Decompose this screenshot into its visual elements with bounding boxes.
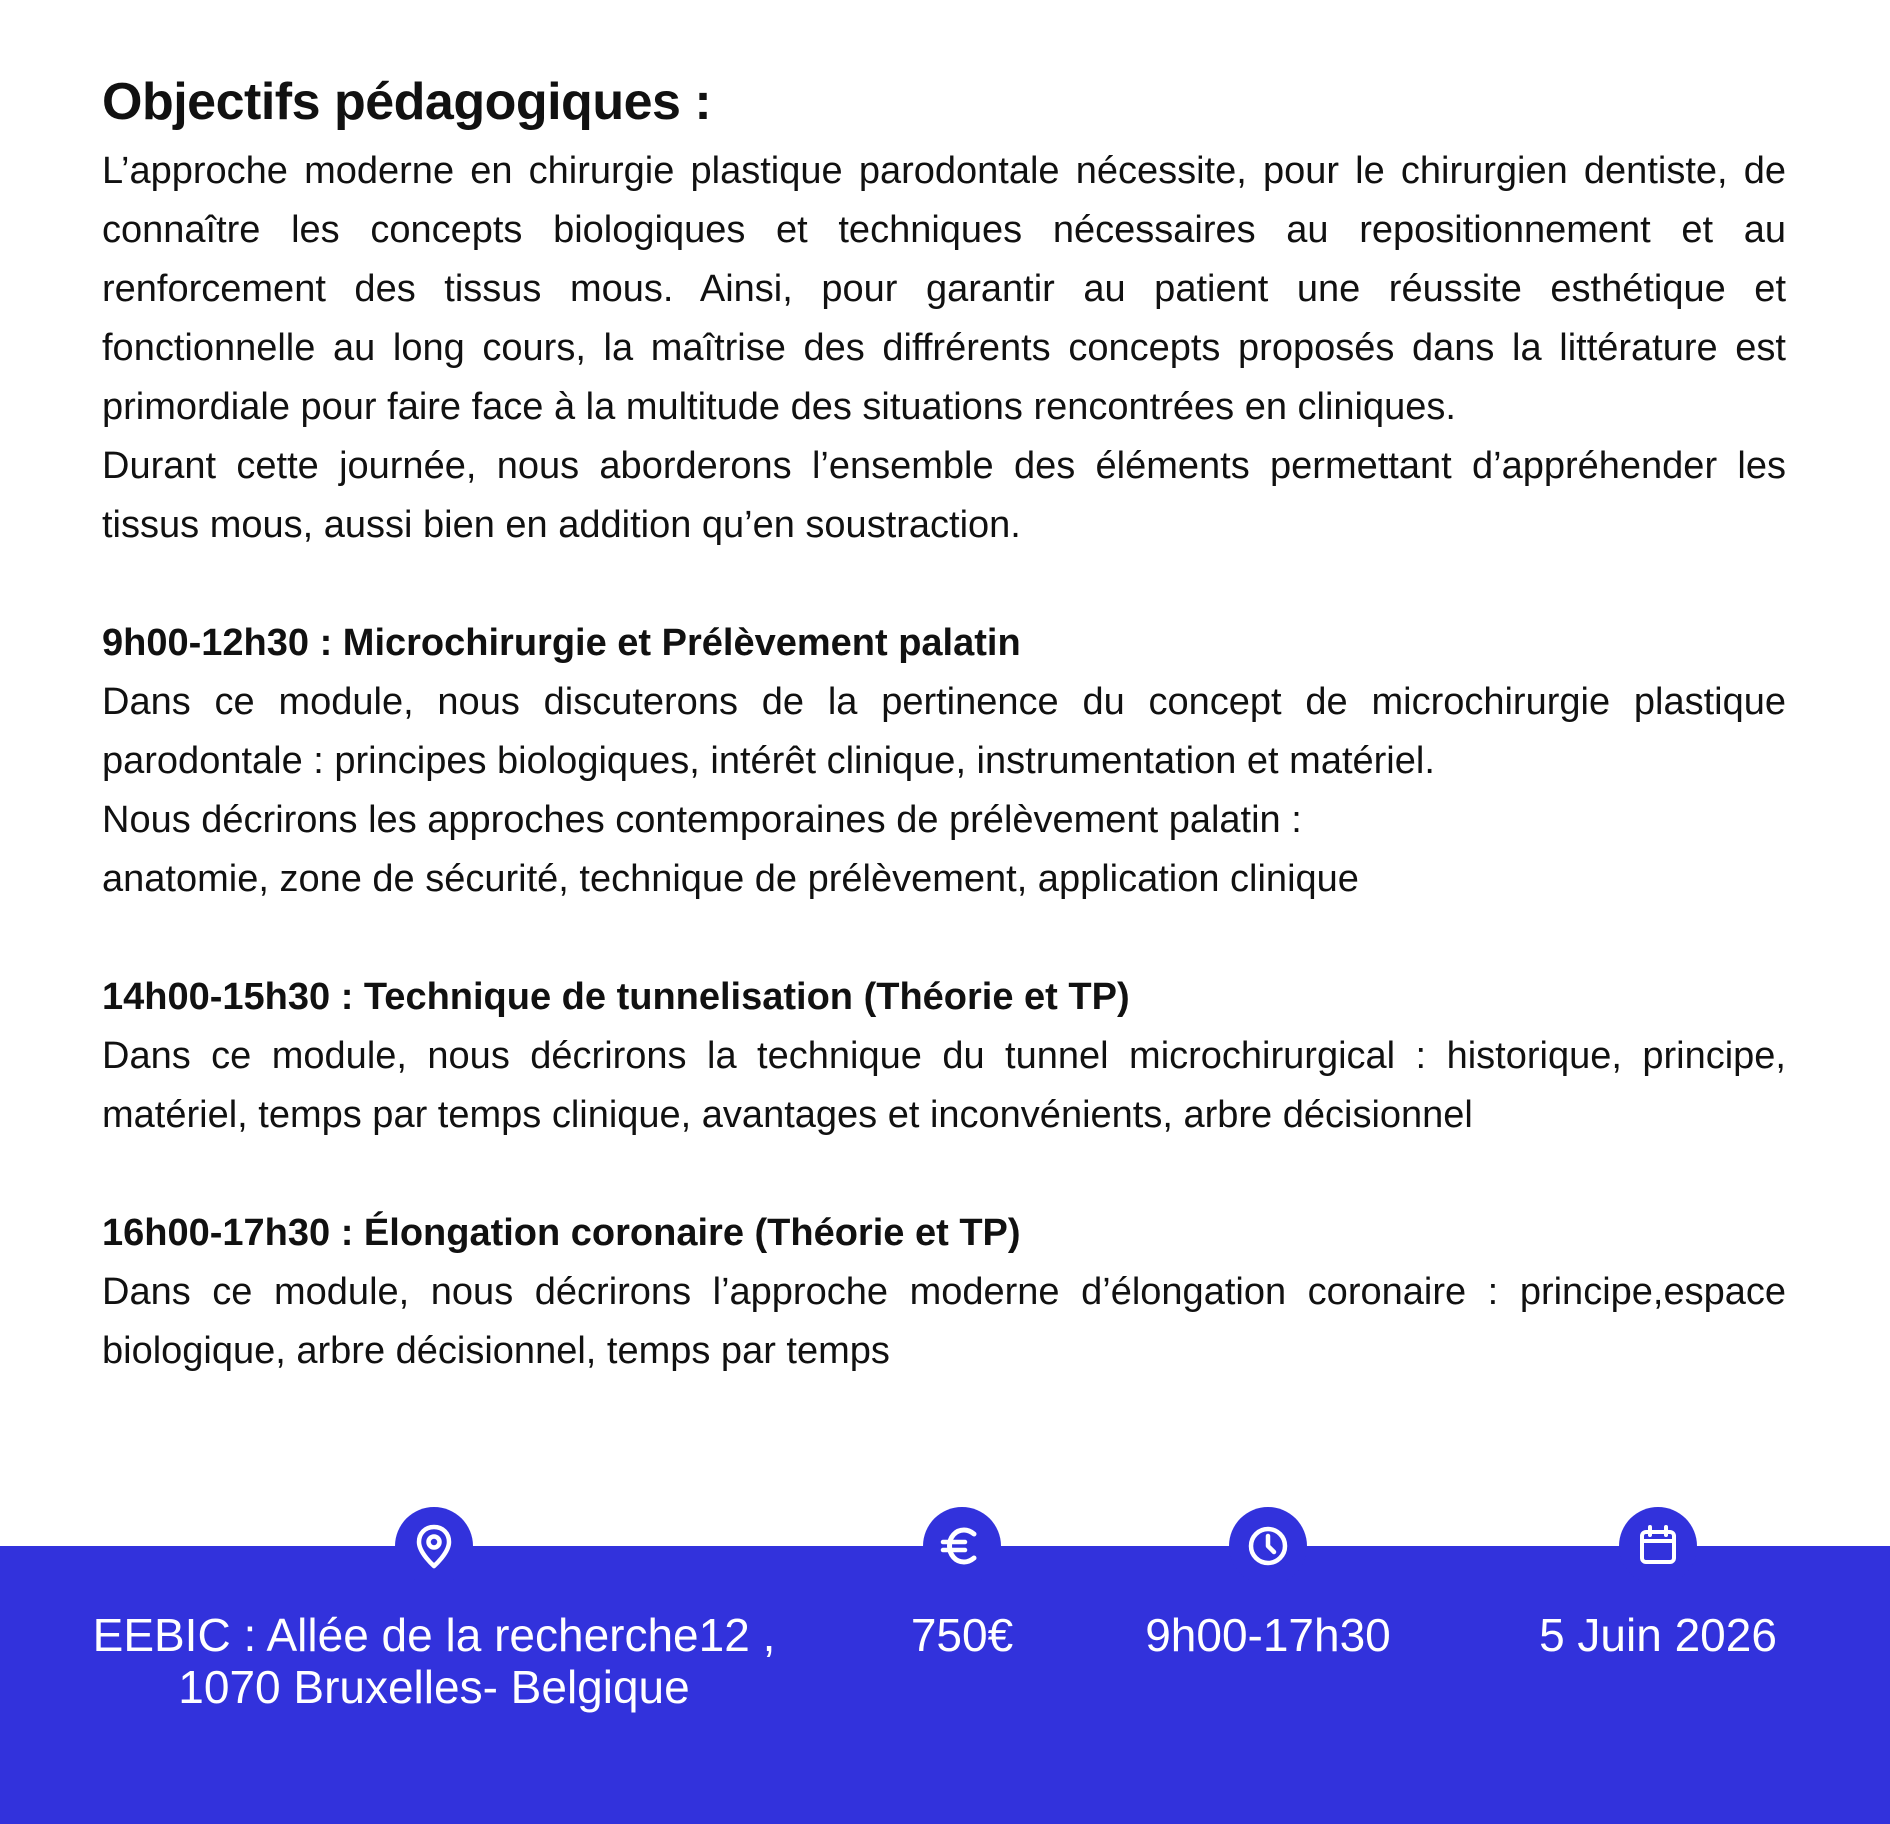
location-text bbox=[93, 1609, 776, 1713]
location-line-2: 1070 Bruxelles- Belgique bbox=[178, 1661, 690, 1713]
date-text: 5 Juin 2026 bbox=[1539, 1609, 1777, 1661]
objectives-paragraph-1: L’approche moderne en chirurgie plastique parodontale nécessite, pour le chirurgien dentiste, de connaître les concepts biologiques et techniques nécessaires au repositionnement et au renforcement des tissus mous. Ainsi, pour garantir au patient une réussite esthétique et fonctionnelle au long cours, la maîtrise des diffrérents concepts proposés dans la littérature est primordiale pour faire face à la multitude des situations rencontrées en cliniques. bbox=[102, 150, 1786, 428]
price-info bbox=[862, 1507, 1062, 1661]
section-text: Dans ce module, nous décrirons l’approche moderne d’élongation coronaire : principe,espace biologique, arbre décisionnel, temps par temps bbox=[102, 1271, 1786, 1372]
section-text: Nous décrirons les approches contemporaines de prélèvement palatin : bbox=[102, 799, 1302, 841]
calendar-icon bbox=[1619, 1507, 1697, 1585]
price-text: 750€ bbox=[910, 1609, 1014, 1661]
location-line-1: EEBIC : Allée de la recherche12 , bbox=[92, 1609, 776, 1661]
section-heading: 14h00-15h30 : Technique de tunnelisation (Théorie et TP) bbox=[102, 976, 1130, 1018]
date-info bbox=[1508, 1507, 1808, 1661]
section-text: Dans ce module, nous décrirons la technique du tunnel microchirurgical : historique, principe, matériel, temps par temps clinique, avantages et inconvénients, arbre décisionnel bbox=[102, 1035, 1786, 1136]
section-text: Dans ce module, nous discuterons de la pertinence du concept de microchirurgie plastique parodontale : principes biologiques, intérêt clinique, instrumentation et matériel. bbox=[102, 681, 1786, 782]
euro-icon bbox=[923, 1507, 1001, 1585]
location-pin-icon bbox=[395, 1507, 473, 1585]
objectives-title: Objectifs pédagogiques : bbox=[102, 73, 712, 131]
section-text: anatomie, zone de sécurité, technique de prélèvement, application clinique bbox=[102, 858, 1359, 900]
program-section-morning bbox=[102, 614, 1786, 909]
hours-info bbox=[1128, 1507, 1408, 1661]
hours-text: 9h00-17h30 bbox=[1145, 1609, 1391, 1661]
location-info bbox=[94, 1507, 774, 1713]
objectives-paragraph-2: Durant cette journée, nous aborderons l’ensemble des éléments permettant d’appréhender les tissus mous, aussi bien en addition qu’en soustraction. bbox=[102, 445, 1786, 546]
main-content bbox=[102, 62, 1786, 1381]
program-section-elongation bbox=[102, 1204, 1786, 1381]
section-heading: 16h00-17h30 : Élongation coronaire (Théorie et TP) bbox=[102, 1212, 1021, 1254]
clock-icon bbox=[1229, 1507, 1307, 1585]
program-section-tunnel bbox=[102, 968, 1786, 1145]
section-heading: 9h00-12h30 : Microchirurgie et Prélèvement palatin bbox=[102, 622, 1021, 664]
